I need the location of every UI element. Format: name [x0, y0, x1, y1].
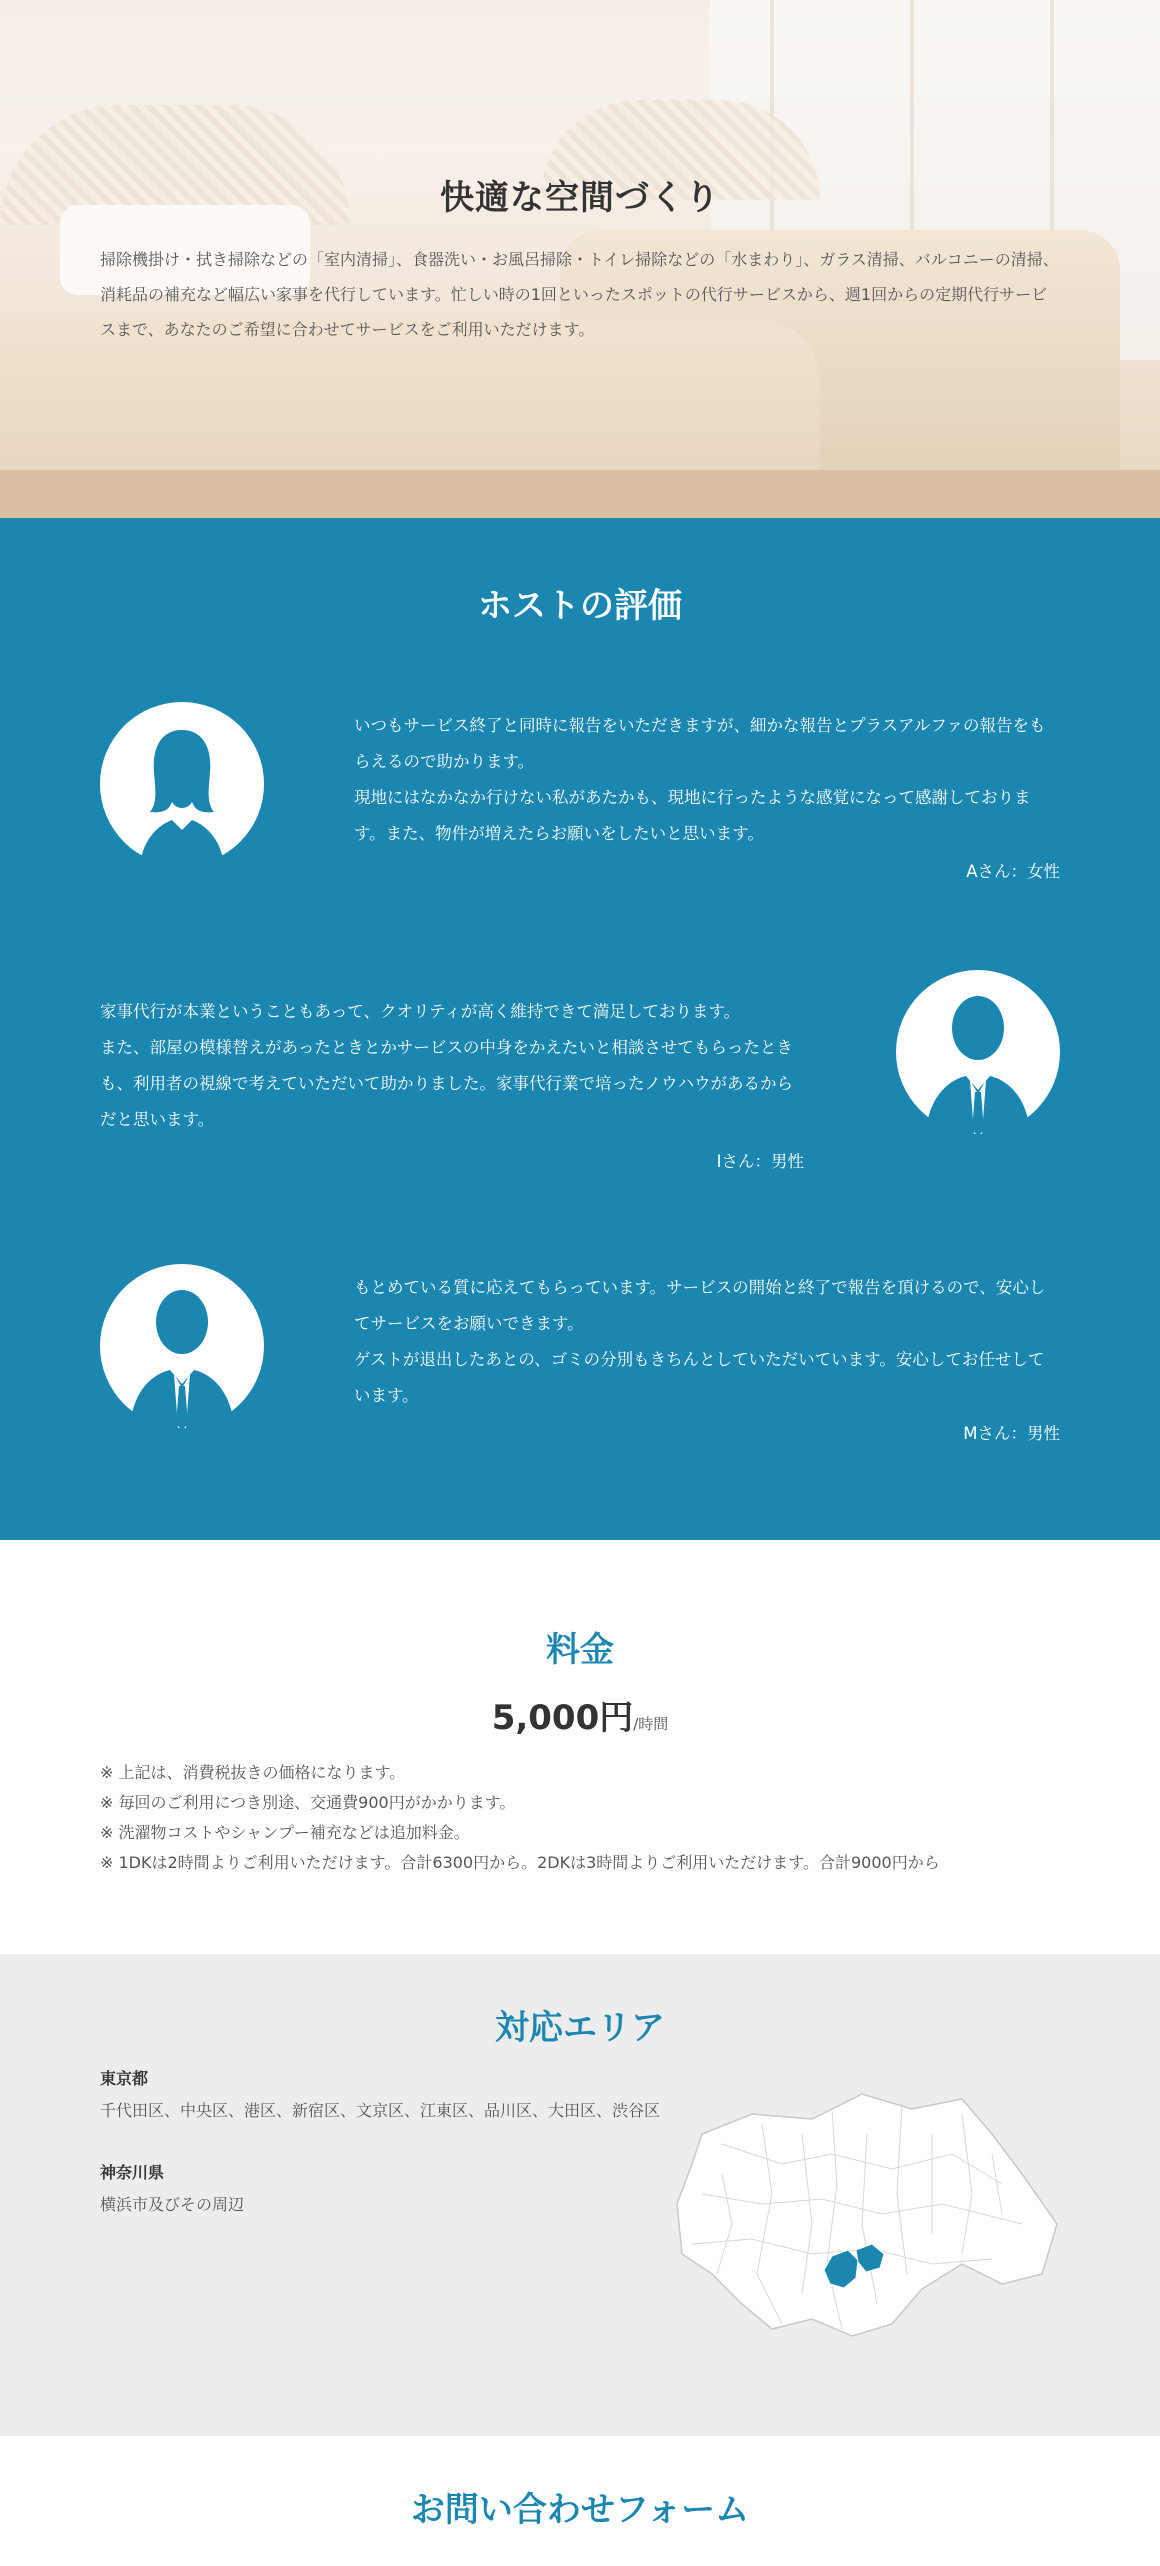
- male-silhouette-icon: [896, 970, 1060, 1134]
- contact-section: [0, 2436, 1160, 2566]
- hero-description: 掃除機掛け・拭き掃除などの「室内清掃」、食器洗い・お風呂掃除・トイレ掃除などの「水まわり」、ガラス清掃、バルコニーの清掃、消耗品の補充など幅広い家事を代行しています。忙しい時の1回といったスポットの代行サービスから、週1回からの定期代行サービスまで、あなたのご希望に合わせてサービスをご利用いただけます。: [100, 250, 1059, 339]
- region-wards: 横浜市及びその周辺: [100, 2195, 245, 2214]
- region-name: 東京都: [100, 2069, 149, 2088]
- region-wards: 千代田区、中央区、港区、新宿区、文京区、江東区、品川区、大田区、渋谷区: [100, 2101, 661, 2120]
- area-title: 対応エリア: [495, 2008, 665, 2048]
- review-text: いつもサービス終了と同時に報告をいただきますが、細かな報告とプラスアルファの報告をもらえるので助かります。 現地にはなかなか行けない私があたかも、現地に行ったような感覚になって感謝しております。また、物件が増えたらお願いをしたいと思います。: [354, 716, 1046, 843]
- contact-form-title: お問い合わせフォーム: [410, 2490, 750, 2530]
- male-silhouette-icon: [100, 1264, 264, 1428]
- review-author: Mさん：男性: [963, 1424, 1060, 1443]
- pricing-note: ※ 1DKは2時間よりご利用いただけます。合計6300円から。2DKは3時間よりご利用いただけます。合計9000円から: [100, 1853, 940, 1872]
- region-name: 神奈川県: [100, 2163, 165, 2182]
- price: [0, 1690, 1160, 1739]
- review-author: Iさん：男性: [716, 1152, 804, 1171]
- pricing-section: [0, 1540, 1160, 1954]
- pricing-notes: [100, 1758, 1060, 1878]
- kanto-map-icon: [662, 2074, 1062, 2344]
- review-author: Aさん：女性: [966, 862, 1060, 881]
- service-area-section: [0, 1954, 1160, 2436]
- price-amount: 5,000円: [491, 1698, 634, 1738]
- pricing-title: 料金: [546, 1630, 614, 1670]
- hero-section: [0, 0, 1160, 518]
- pricing-note: ※ 上記は、消費税抜きの価格になります。: [100, 1763, 406, 1782]
- hero-title: 快適な空間づくり: [440, 178, 720, 218]
- reviews-title: ホストの評価: [478, 586, 682, 626]
- price-unit: /時間: [633, 1715, 669, 1733]
- female-silhouette-icon: [100, 702, 264, 866]
- reviews-section: [0, 518, 1160, 1540]
- pricing-note: ※ 毎回のご利用につき別途、交通費900円がかかります。: [100, 1793, 516, 1812]
- review-text: 家事代行が本業ということもあって、クオリティが高く維持できて満足しております。 また、部屋の模様替えがあったときとかサービスの中身をかえたいと相談させてもらったときも、利用者の視線で考えていただいて助かりました。家事代行業で培ったノウハウがあるからだと思います。: [100, 1002, 793, 1129]
- review-text: もとめている質に応えてもらっています。サービスの開始と終了で報告を頂けるので、安心してサービスをお願いできます。 ゲストが退出したあとの、ゴミの分別もきちんとしていただいています。安心してお任せしています。: [354, 1278, 1046, 1405]
- pricing-note: ※ 洗濯物コストやシャンプー補充などは追加料金。: [100, 1823, 470, 1842]
